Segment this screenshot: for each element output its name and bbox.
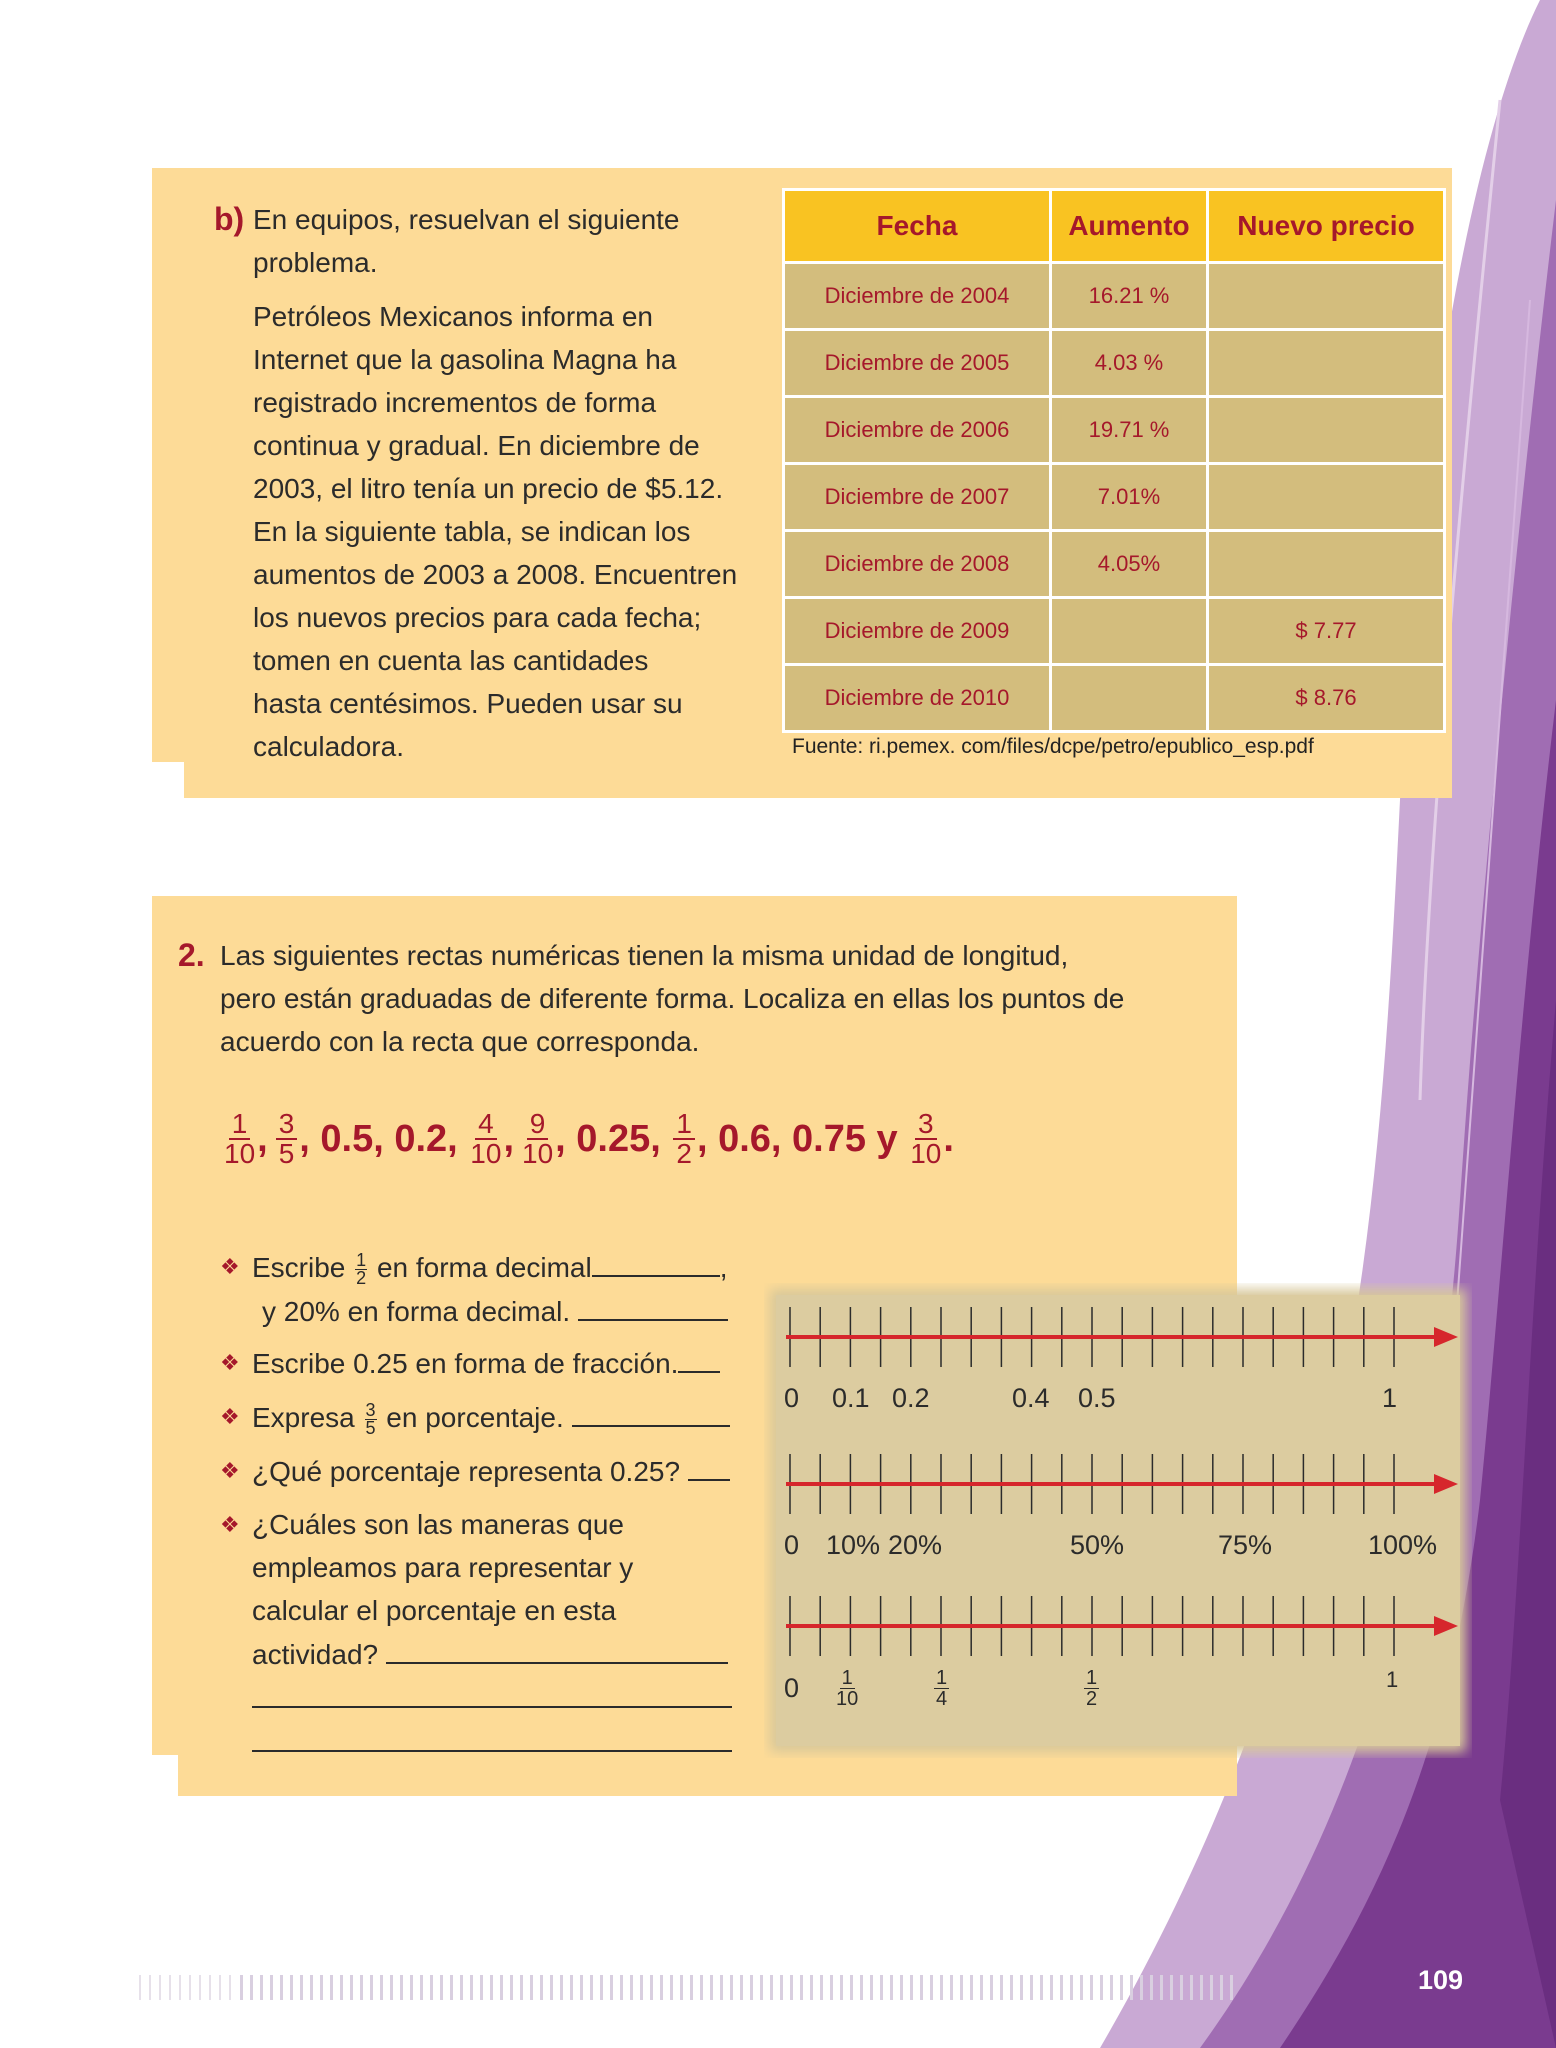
fraction: $\frac{4}{10}$ <box>470 1108 502 1169</box>
problem-text-line: En la siguiente tabla, se indican los <box>253 516 691 547</box>
table-row <box>784 665 1445 732</box>
tick-label: 10% <box>826 1530 881 1560</box>
activity-text-line: Las siguientes rectas numéricas tienen la misma unidad de longitud, <box>220 940 1069 971</box>
cell-precio[interactable] <box>1208 397 1445 464</box>
answer-blank[interactable] <box>592 1245 720 1277</box>
tick-label: 0 <box>784 1383 800 1413</box>
cell-precio[interactable] <box>1208 330 1445 397</box>
section-b-label: b) <box>214 201 245 237</box>
problem-text-line: Internet que la gasolina Magna ha <box>253 344 677 375</box>
answer-blank[interactable] <box>386 1632 728 1664</box>
cell-precio: $ 8.76 <box>1208 665 1445 732</box>
tick-fraction-label: 1 10 <box>836 1667 859 1710</box>
intro-line-2: problema. <box>253 247 378 278</box>
fraction: $\frac{1}{2}$ <box>356 1250 367 1289</box>
table-row <box>784 464 1445 531</box>
tick-label: 0.5 <box>1078 1383 1116 1413</box>
cell-precio[interactable] <box>1208 531 1445 598</box>
cell-aumento[interactable] <box>1051 665 1208 732</box>
cell-aumento: 7.01% <box>1051 464 1208 531</box>
cell-fecha: Diciembre de 2009 <box>784 598 1051 665</box>
page-number: 109 <box>1418 1965 1464 1995</box>
activity-text-line: pero están graduadas de diferente forma. Localiza en ellas los puntos de <box>220 983 1125 1014</box>
activity-number: 2. <box>178 937 205 973</box>
tick-label: 0.1 <box>832 1383 870 1413</box>
cell-fecha: Diciembre de 2004 <box>784 263 1051 330</box>
card-notch <box>152 762 184 802</box>
cell-fecha: Diciembre de 2006 <box>784 397 1051 464</box>
table-row <box>784 397 1445 464</box>
gasoline-price-table <box>782 188 1446 733</box>
answer-blank[interactable] <box>678 1341 720 1373</box>
problem-text-line: calculadora. <box>253 731 404 762</box>
diamond-bullet-icon: ❖ <box>220 1458 240 1483</box>
tick-label: 20% <box>888 1530 943 1560</box>
cell-precio[interactable] <box>1208 464 1445 531</box>
tick-label: 0 <box>784 1530 800 1560</box>
number-lines-panel <box>764 1283 1472 1758</box>
problem-text-line: los nuevos precios para cada fecha; <box>253 602 702 633</box>
diamond-bullet-icon: ❖ <box>220 1254 240 1279</box>
answer-blank[interactable] <box>688 1449 730 1481</box>
fraction: $\frac{3}{5}$ <box>276 1110 298 1168</box>
cell-fecha: Diciembre de 2008 <box>784 531 1051 598</box>
tick-fraction-label: 1 4 <box>936 1667 948 1710</box>
header-fecha: Fecha <box>784 190 1051 263</box>
cell-fecha: Diciembre de 2010 <box>784 665 1051 732</box>
table-row <box>784 531 1445 598</box>
problem-text-line: 2003, el litro tenía un precio de $5.12. <box>253 473 724 504</box>
answer-blank[interactable] <box>252 1720 732 1752</box>
answer-blank[interactable] <box>578 1289 728 1321</box>
diamond-bullet-icon: ❖ <box>220 1404 240 1429</box>
table-row <box>784 330 1445 397</box>
question-1: ❖ Escribe $\frac{1}{2}$ en forma decimal , y 20% en forma decimal. <box>220 1245 740 1333</box>
cell-aumento: 4.03 % <box>1051 330 1208 397</box>
table-row <box>784 598 1445 665</box>
answer-blank[interactable] <box>252 1676 732 1708</box>
problem-text-line: aumentos de 2003 a 2008. Encuentren <box>253 559 738 590</box>
intro-line-1: En equipos, resuelvan el siguiente <box>253 204 680 235</box>
cell-aumento: 4.05% <box>1051 531 1208 598</box>
problem-text-line: continua y gradual. En diciembre de <box>253 430 700 461</box>
tick-fraction-label: 1 2 <box>1086 1667 1098 1710</box>
numbers-to-locate: $\frac{1}{10}$ , $\frac{3}{5}$ , 0.5, 0.2, $\frac{4}{10}$ , $\frac{9}{10}$ , 0.25, $\frac{1}{2}$ , 0.6, 0.75 y $\frac{3}{10}$ . <box>224 1108 954 1169</box>
question-3: ❖ Expresa $\frac{3}{5}$ en porcentaje. <box>220 1395 740 1439</box>
fraction: $\frac{9}{10}$ <box>522 1108 554 1169</box>
series-text: , 0.25, <box>555 1117 672 1160</box>
tick-label: 50% <box>1070 1530 1125 1560</box>
cell-aumento[interactable] <box>1051 598 1208 665</box>
problem-text-line: hasta centésimos. Pueden usar su <box>253 688 683 719</box>
tick-label: 100% <box>1368 1530 1438 1560</box>
fraction: $\frac{1}{2}$ <box>673 1110 695 1168</box>
series-text: , 0.5, 0.2, <box>299 1117 469 1160</box>
problem-text-line: tomen en cuenta las cantidades <box>253 645 649 676</box>
header-nuevo-precio: Nuevo precio <box>1208 190 1445 263</box>
card-notch <box>152 1755 178 1800</box>
problem-text-line: Petróleos Mexicanos informa en <box>253 301 653 332</box>
table-row <box>784 263 1445 330</box>
cell-aumento: 19.71 % <box>1051 397 1208 464</box>
question-5: ❖ ¿Cuáles son las maneras que empleamos para representar y calcular el porcentaje en esta actividad? <box>220 1503 740 1764</box>
cell-fecha: Diciembre de 2005 <box>784 330 1051 397</box>
activity-text-line: acuerdo con la recta que corresponda. <box>220 1026 700 1057</box>
series-text: , 0.6, 0.75 y <box>696 1117 909 1160</box>
table-header-row <box>784 190 1445 263</box>
table-source: Fuente: ri.pemex. com/files/dcpe/petro/epublico_esp.pdf <box>792 735 1314 758</box>
question-2: ❖ Escribe 0.25 en forma de fracción. <box>220 1341 740 1385</box>
fraction: $\frac{3}{10}$ <box>910 1108 942 1169</box>
answer-blank[interactable] <box>572 1395 730 1427</box>
cell-precio: $ 7.77 <box>1208 598 1445 665</box>
tick-label: 1 <box>1386 1667 1399 1692</box>
tick-label: 0.4 <box>1012 1383 1050 1413</box>
tick-label: 0 <box>784 1673 800 1703</box>
diamond-bullet-icon: ❖ <box>220 1350 240 1375</box>
diamond-bullet-icon: ❖ <box>220 1512 240 1537</box>
cell-precio[interactable] <box>1208 263 1445 330</box>
header-aumento: Aumento <box>1051 190 1208 263</box>
fraction: $\frac{3}{5}$ <box>365 1400 376 1439</box>
tick-label: 0.2 <box>892 1383 930 1413</box>
number-lines-drawing <box>764 1283 1472 1758</box>
series-text: . <box>943 1117 954 1160</box>
cell-fecha: Diciembre de 2007 <box>784 464 1051 531</box>
question-4: ❖ ¿Qué porcentaje representa 0.25? <box>220 1449 740 1493</box>
problem-text-line: registrado incrementos de forma <box>253 387 657 418</box>
fraction: $\frac{1}{10}$ <box>224 1108 256 1169</box>
cell-aumento: 16.21 % <box>1051 263 1208 330</box>
tick-label: 1 <box>1382 1383 1398 1413</box>
tick-label: 75% <box>1218 1530 1273 1560</box>
